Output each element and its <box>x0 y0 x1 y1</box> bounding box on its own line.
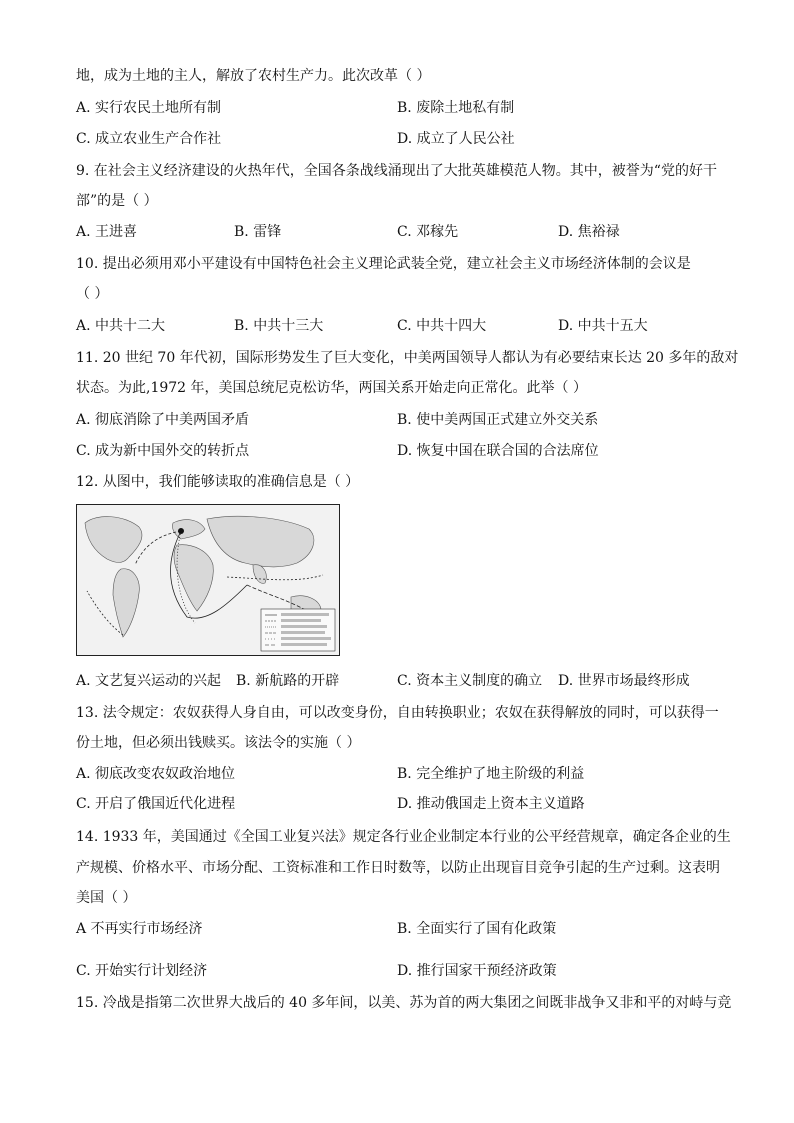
q8-option-a: A. 实行农民土地所有制 <box>76 100 222 116</box>
q14-option-d: D. 推行国家干预经济政策 <box>397 963 557 979</box>
q12-option-d: D. 世界市场最终形成 <box>558 673 690 689</box>
q15-stem-line1: 15. 冷战是指第二次世界大战后的 40 多年间，以美、苏为首的两大集团之间既非战争又非和平的对峙与竞 <box>76 995 732 1011</box>
q14-stem-line1: 14. 1933 年，美国通过《全国工业复兴法》规定各行业企业制定本行业的公平经营规章，确定各企业的生 <box>76 829 731 845</box>
q14-option-b: B. 全面实行了国有化政策 <box>397 921 557 937</box>
q9-option-b: B. 雷锋 <box>234 224 282 240</box>
q11-option-c: C. 成为新中国外交的转折点 <box>76 443 250 459</box>
q9-stem-line1: 9. 在社会主义经济建设的火热年代，全国各条战线涌现出了大批英雄模范人物。其中，被誉为“党的好干 <box>76 163 717 179</box>
q8-option-d: D. 成立了人民公社 <box>397 131 515 147</box>
q10-option-d: D. 中共十五大 <box>558 318 648 334</box>
q9-option-a: A. 王进喜 <box>76 224 138 240</box>
q12-option-a: A. 文艺复兴运动的兴起 <box>76 673 222 689</box>
q8-option-c: C. 成立农业生产合作社 <box>76 131 222 147</box>
q14-stem-line2: 产规模、价格水平、市场分配、工资标准和工作日时数等，以防止出现盲目竞争引起的生产过剩。这表明 <box>76 860 720 876</box>
q9-stem-line2: 部”的是（ ） <box>76 193 158 209</box>
q13-option-a: A. 彻底改变农奴政治地位 <box>76 766 236 782</box>
q11-option-a: A. 彻底消除了中美两国矛盾 <box>76 412 250 428</box>
q14-option-a: A 不再实行市场经济 <box>76 921 203 937</box>
q12-option-b: B. 新航路的开辟 <box>236 673 340 689</box>
q13-option-b: B. 完全维护了地主阶级的利益 <box>397 766 585 782</box>
q14-option-c: C. 开始实行计划经济 <box>76 963 208 979</box>
new-route-map-image <box>77 505 339 655</box>
q13-option-c: C. 开启了俄国近代化进程 <box>76 796 236 812</box>
q9-option-c: C. 邓稼先 <box>397 224 459 240</box>
q12-option-c: C. 资本主义制度的确立 <box>397 673 543 689</box>
q13-stem-line1: 13. 法令规定：农奴获得人身自由，可以改变身份，自由转换职业；农奴在获得解放的同时，可以获得一 <box>76 705 719 721</box>
q10-option-a: A. 中共十二大 <box>76 318 166 334</box>
q10-option-b: B. 中共十三大 <box>234 318 324 334</box>
q13-option-d: D. 推动俄国走上资本主义道路 <box>397 796 585 812</box>
q9-option-d: D. 焦裕禄 <box>558 224 620 240</box>
q13-stem-line2: 份土地，但必须出钱赎买。该法令的实施（ ） <box>76 735 361 751</box>
world-map-figure <box>76 504 340 656</box>
q11-stem-line1: 11. 20 世纪 70 年代初，国际形势发生了巨大变化，中美两国领导人都认为有必要结束长达 20 多年的敌对 <box>76 350 739 366</box>
q10-option-c: C. 中共十四大 <box>397 318 487 334</box>
q14-stem-line3: 美国（ ） <box>76 890 137 906</box>
q11-option-b: B. 使中美两国正式建立外交关系 <box>397 412 599 428</box>
q11-stem-line2: 状态。为此,1972 年，美国总统尼克松访华，两国关系开始走向正常化。此举（ ） <box>76 380 587 396</box>
q8-stem-tail: 地，成为土地的主人，解放了农村生产力。此次改革（ ） <box>76 68 431 84</box>
q10-stem-line2: （ ） <box>76 286 109 302</box>
q8-option-b: B. 废除土地私有制 <box>397 100 515 116</box>
q10-stem-line1: 10. 提出必须用邓小平建设有中国特色社会主义理论武装全党，建立社会主义市场经济体制的会议是 <box>76 256 691 272</box>
q11-option-d: D. 恢复中国在联合国的合法席位 <box>397 443 599 459</box>
q12-stem: 12. 从图中，我们能够读取的准确信息是（ ） <box>76 474 360 490</box>
